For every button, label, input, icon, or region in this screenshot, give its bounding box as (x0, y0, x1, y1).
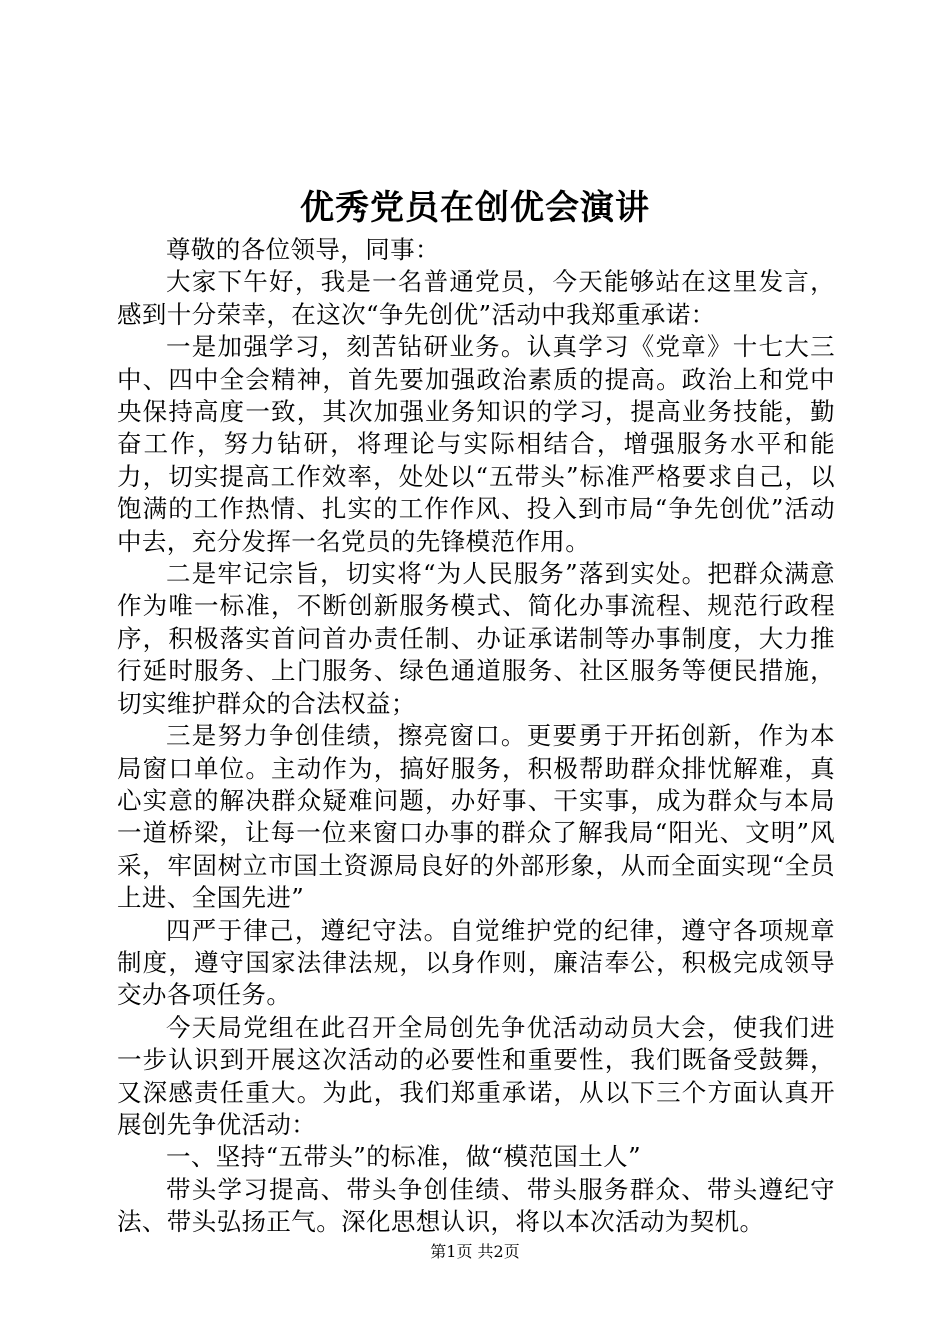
document-body (117, 234, 835, 1239)
page-number-footer: 第1页 共2页 (430, 1242, 520, 1261)
meeting-paragraph: 今天局党组在此召开全局创先争优活动动员大会，使我们进一步认识到开展这次活动的必要性和重要性，我们既备受鼓舞，又深感责任重大。为此，我们郑重承诺，从以下三个方面认真开展创先争优活动： (117, 1012, 835, 1139)
pledge-two-paragraph: 二是牢记宗旨，切实将“为人民服务”落到实处。把群众满意作为唯一标准，不断创新服务模式、简化办事流程、规范行政程序，积极落实首问首办责任制、办证承诺制等办事制度，大力推行延时服务、上门服务、绿色通道服务、社区服务等便民措施，切实维护群众的合法权益； (117, 559, 835, 718)
opening-paragraph: 大家下午好，我是一名普通党员，今天能够站在这里发言，感到十分荣幸，在这次“争先创优”活动中我郑重承诺： (117, 267, 835, 329)
salutation-paragraph: 尊敬的各位领导，同事： (166, 235, 440, 264)
pledge-one-paragraph: 一是加强学习，刻苦钻研业务。认真学习《党章》十七大三中、四中全会精神，首先要加强政治素质的提高。政治上和党中央保持高度一致，其次加强业务知识的学习，提高业务技能，勤奋工作，努力钻研，将理论与实际相结合，增强服务水平和能力，切实提高工作效率，处处以“五带头”标准严格要求自己，以饱满的工作热情、扎实的工作作风、投入到市局“争先创优”活动中去，充分发挥一名党员的先锋模范作用。 (117, 332, 835, 556)
pledge-three-paragraph: 三是努力争创佳绩，擦亮窗口。更要勇于开拓创新，作为本局窗口单位。主动作为，搞好服务，积极帮助群众排忧解难，真心实意的解决群众疑难问题，办好事、干实事，成为群众与本局一道桥梁，让每一位来窗口办事的群众了解我局“阳光、文明”风采，牢固树立市国土资源局良好的外部形象，从而全面实现“全员上进、全国先进” (117, 721, 835, 913)
document-title: 优秀党员在创优会演讲 (300, 188, 650, 228)
section-heading-one: 一、坚持“五带头”的标准，做“模范国土人” (166, 1142, 641, 1172)
section-one-paragraph: 带头学习提高、带头争创佳绩、带头服务群众、带头遵纪守法、带头弘扬正气。深化思想认识，将以本次活动为契机。 (117, 1174, 835, 1237)
pledge-four-paragraph: 四严于律己，遵纪守法。自觉维护党的纪律，遵守各项规章制度，遵守国家法律法规，以身作则，廉洁奉公，积极完成领导交办各项任务。 (117, 915, 835, 1010)
